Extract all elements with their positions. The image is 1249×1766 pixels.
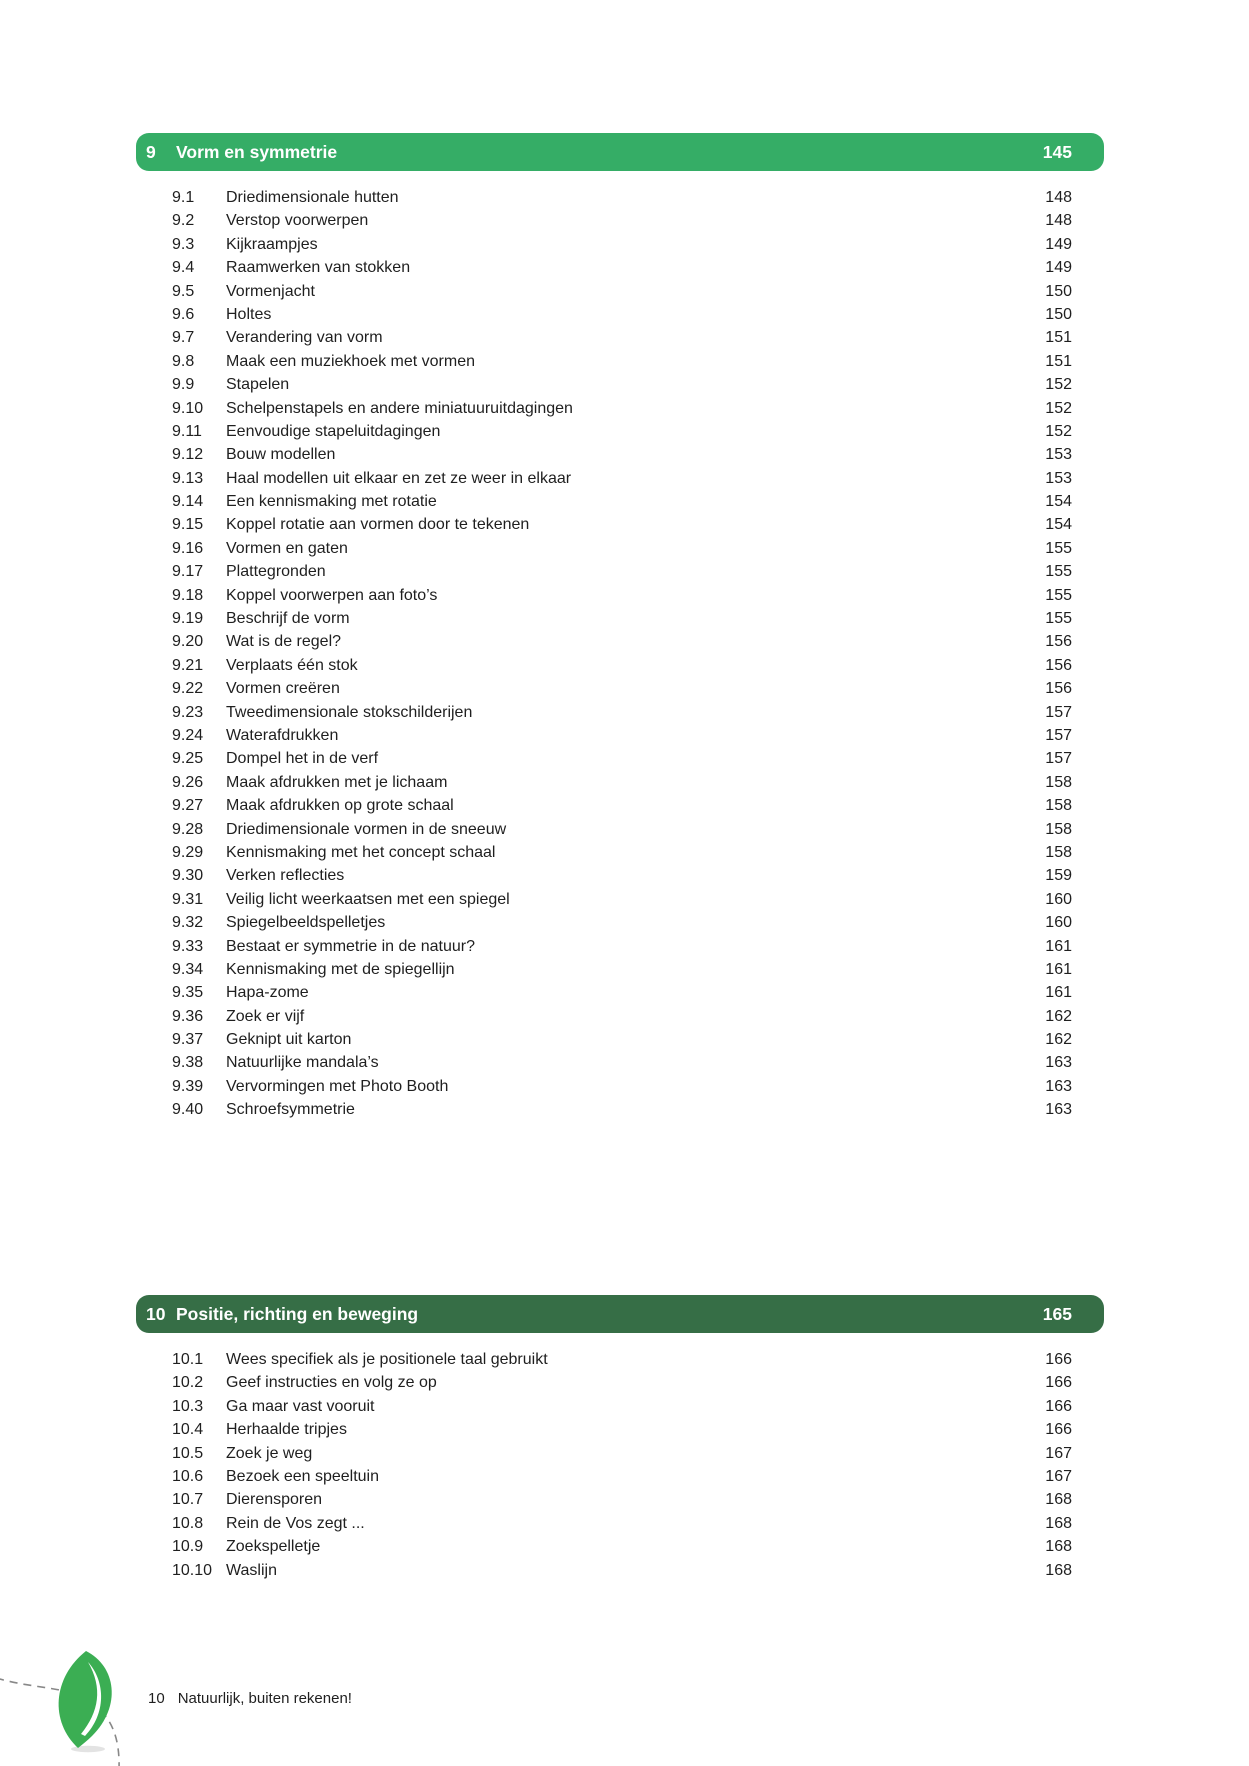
toc-entry-page: 168 xyxy=(1045,1538,1072,1556)
toc-entry-number: 9.5 xyxy=(172,282,195,300)
toc-entry-title: Waterafdrukken xyxy=(226,726,339,744)
toc-entry-row xyxy=(172,771,1072,794)
toc-entry-number: 9.6 xyxy=(172,305,195,323)
toc-entry-row xyxy=(172,280,1072,303)
toc-entry-title: Koppel voorwerpen aan foto’s xyxy=(226,586,438,604)
toc-entry-row xyxy=(172,935,1072,958)
toc-entry-row xyxy=(172,467,1072,490)
toc-entry-row xyxy=(172,794,1072,817)
chapter-page-number: 145 xyxy=(1042,141,1072,162)
toc-entry-title: Rein de Vos zegt ... xyxy=(226,1514,365,1532)
toc-entry-page: 156 xyxy=(1045,633,1072,651)
toc-entry-title: Natuurlijke mandala’s xyxy=(226,1054,379,1072)
toc-entry-page: 157 xyxy=(1045,703,1072,721)
toc-entry-page: 168 xyxy=(1045,1491,1072,1509)
toc-entry-page: 155 xyxy=(1045,586,1072,604)
toc-entry-page: 158 xyxy=(1045,820,1072,838)
toc-entry-row xyxy=(172,1488,1072,1511)
toc-entry-page: 160 xyxy=(1045,914,1072,932)
toc-entry-number: 10.7 xyxy=(172,1491,204,1509)
chapter-number: 10 xyxy=(146,1303,166,1324)
toc-entry-page: 152 xyxy=(1045,399,1072,417)
toc-entry-title: Bezoek een speeltuin xyxy=(226,1467,379,1485)
toc-entry-title: Waslijn xyxy=(226,1561,277,1579)
chapter-title: Vorm en symmetrie xyxy=(176,141,338,162)
toc-entry-title: Een kennismaking met rotatie xyxy=(226,493,437,511)
toc-entry-row xyxy=(172,560,1072,583)
toc-entry-title: Tweedimensionale stokschilderijen xyxy=(226,703,473,721)
toc-entry-row xyxy=(172,303,1072,326)
toc-entry-number: 9.34 xyxy=(172,960,204,978)
toc-entry-number: 9.23 xyxy=(172,703,204,721)
toc-entry-row xyxy=(172,490,1072,513)
toc-entry-title: Koppel rotatie aan vormen door te tekenen xyxy=(226,516,530,534)
toc-entry-number: 10.1 xyxy=(172,1351,204,1368)
toc-entry-number: 10.5 xyxy=(172,1444,204,1462)
toc-entry-row xyxy=(172,911,1072,934)
toc-entry-page: 150 xyxy=(1045,282,1072,300)
toc-entry-title: Schroefsymmetrie xyxy=(226,1101,355,1119)
toc-entry-title: Wat is de regel? xyxy=(226,633,342,651)
toc-entry-title: Zoekspelletje xyxy=(226,1538,321,1556)
toc-entry-page: 168 xyxy=(1045,1561,1072,1579)
toc-entry-title: Vormenjacht xyxy=(226,282,315,300)
toc-entry-title: Geef instructies en volg ze op xyxy=(226,1374,437,1392)
toc-entry-row xyxy=(172,1535,1072,1558)
toc-entry-title: Kijkraampjes xyxy=(226,235,318,253)
toc-entry-number: 10.9 xyxy=(172,1538,204,1556)
toc-entry-title: Driedimensionale hutten xyxy=(226,189,399,206)
toc-entry-title: Raamwerken van stokken xyxy=(226,259,411,277)
toc-entry-number: 9.31 xyxy=(172,890,204,908)
toc-entry-title: Stapelen xyxy=(226,376,290,394)
toc-entry-number: 9.28 xyxy=(172,820,204,838)
toc-entry-page: 161 xyxy=(1045,984,1072,1002)
toc-entry-number: 10.6 xyxy=(172,1467,204,1485)
toc-entry-row xyxy=(172,630,1072,653)
toc-entry-row xyxy=(172,1512,1072,1535)
toc-entry-row xyxy=(172,513,1072,536)
toc-entry-number: 9.21 xyxy=(172,656,204,674)
toc-entry-title: Maak een muziekhoek met vormen xyxy=(226,352,475,370)
toc-entry-title: Driedimensionale vormen in de sneeuw xyxy=(226,820,507,838)
toc-entry-number: 10.3 xyxy=(172,1397,204,1415)
toc-entry-number: 9.3 xyxy=(172,235,195,253)
toc-entry-page: 155 xyxy=(1045,610,1072,628)
toc-entry-title: Herhaalde tripjes xyxy=(226,1421,347,1439)
toc-entry-title: Dierensporen xyxy=(226,1491,323,1509)
toc-entry-page: 151 xyxy=(1045,329,1072,347)
toc-entry-row xyxy=(172,654,1072,677)
toc-entry-row xyxy=(172,1371,1072,1394)
toc-entry-title: Beschrijf de vorm xyxy=(226,610,350,628)
toc-entry-page: 168 xyxy=(1045,1514,1072,1532)
toc-entry-row xyxy=(172,1098,1072,1121)
toc-entry-title: Kennismaking met het concept schaal xyxy=(226,843,496,861)
toc-entry-title: Plattegronden xyxy=(226,563,326,581)
toc-entry-page: 150 xyxy=(1045,305,1072,323)
chapter-page-number: 165 xyxy=(1042,1303,1072,1324)
toc-entry-number: 9.22 xyxy=(172,680,204,698)
toc-entry-number: 9.25 xyxy=(172,750,204,768)
toc-entry-row xyxy=(172,981,1072,1004)
toc-entry-row xyxy=(172,1051,1072,1074)
toc-entry-title: Geknipt uit karton xyxy=(226,1031,352,1049)
chapter-header-bar xyxy=(136,133,1104,171)
toc-entry-page: 151 xyxy=(1045,352,1072,370)
toc-entry-number: 9.40 xyxy=(172,1101,204,1119)
page-footer xyxy=(148,1690,352,1707)
toc-entry-number: 9.9 xyxy=(172,376,195,394)
toc-entry-number: 9.30 xyxy=(172,867,204,885)
toc-entry-number: 9.19 xyxy=(172,610,204,628)
toc-entry-row xyxy=(172,888,1072,911)
toc-entry-row xyxy=(172,537,1072,560)
toc-entry-title: Ga maar vast vooruit xyxy=(226,1397,375,1415)
toc-entry-row xyxy=(172,443,1072,466)
toc-entry-row xyxy=(172,1028,1072,1051)
toc-entry-page: 155 xyxy=(1045,563,1072,581)
toc-entry-title: Zoek er vijf xyxy=(226,1007,305,1025)
toc-entry-number: 9.10 xyxy=(172,399,204,417)
toc-entry-number: 9.4 xyxy=(172,259,195,277)
toc-entry-page: 163 xyxy=(1045,1101,1072,1119)
toc-entry-page: 162 xyxy=(1045,1007,1072,1025)
toc-entry-row xyxy=(172,584,1072,607)
toc-entry-page: 157 xyxy=(1045,726,1072,744)
toc-entry-row xyxy=(172,864,1072,887)
toc-entry-page: 160 xyxy=(1045,890,1072,908)
toc-entry-title: Eenvoudige stapeluitdagingen xyxy=(226,422,441,440)
toc-entry-title: Maak afdrukken op grote schaal xyxy=(226,797,454,815)
toc-entry-row xyxy=(172,1442,1072,1465)
toc-entry-page: 152 xyxy=(1045,422,1072,440)
toc-entry-page: 156 xyxy=(1045,680,1072,698)
toc-entry-title: Spiegelbeeldspelletjes xyxy=(226,914,386,932)
leaf-logo-icon xyxy=(46,1644,130,1756)
toc-entry-page: 149 xyxy=(1045,235,1072,253)
toc-entry-number: 9.2 xyxy=(172,212,195,230)
toc-entry-number: 9.12 xyxy=(172,446,204,464)
toc-entry-title: Vervormingen met Photo Booth xyxy=(226,1077,449,1095)
toc-entry-title: Dompel het in de verf xyxy=(226,750,379,768)
toc-entry-number: 9.29 xyxy=(172,843,204,861)
toc-entry-page: 166 xyxy=(1045,1421,1072,1439)
toc-entry-number: 10.4 xyxy=(172,1421,204,1439)
chapter-number: 9 xyxy=(146,141,156,162)
toc-entry-row xyxy=(172,1075,1072,1098)
toc-entry-number: 9.35 xyxy=(172,984,204,1002)
footer-book-title: Natuurlijk, buiten rekenen! xyxy=(177,1690,352,1707)
toc-entry-row xyxy=(172,1348,1072,1371)
toc-entry-row xyxy=(172,841,1072,864)
toc-entry-number: 10.2 xyxy=(172,1374,204,1392)
footer-page-number: 10 xyxy=(148,1690,165,1707)
toc-entry-row xyxy=(172,397,1072,420)
toc-entry-title: Hapa-zome xyxy=(226,984,309,1002)
toc-entry-number: 9.13 xyxy=(172,469,204,487)
toc-entry-title: Verken reflecties xyxy=(226,867,345,885)
toc-entry-page: 167 xyxy=(1045,1444,1072,1462)
chapter-item-list xyxy=(172,186,1072,1122)
toc-entry-title: Vormen en gaten xyxy=(226,539,348,557)
chapter-header-bar xyxy=(136,1295,1104,1333)
toc-entry-page: 158 xyxy=(1045,773,1072,791)
toc-entry-page: 158 xyxy=(1045,797,1072,815)
toc-entry-page: 163 xyxy=(1045,1077,1072,1095)
toc-entry-page: 149 xyxy=(1045,259,1072,277)
toc-entry-page: 161 xyxy=(1045,960,1072,978)
toc-entry-number: 9.32 xyxy=(172,914,204,932)
toc-entry-page: 155 xyxy=(1045,539,1072,557)
toc-entry-number: 9.1 xyxy=(172,189,195,206)
toc-entry-number: 9.37 xyxy=(172,1031,204,1049)
toc-entry-row xyxy=(172,1559,1072,1582)
toc-entry-number: 9.24 xyxy=(172,726,204,744)
toc-entry-number: 10.10 xyxy=(172,1561,213,1579)
toc-entry-number: 9.7 xyxy=(172,329,195,347)
toc-entry-title: Wees specifiek als je positionele taal gebruikt xyxy=(226,1351,548,1368)
toc-entry-page: 153 xyxy=(1045,469,1072,487)
toc-entry-page: 158 xyxy=(1045,843,1072,861)
toc-entry-title: Verstop voorwerpen xyxy=(226,212,369,230)
toc-entry-row xyxy=(172,818,1072,841)
toc-entry-page: 154 xyxy=(1045,516,1072,534)
toc-entry-number: 9.18 xyxy=(172,586,204,604)
toc-entry-page: 154 xyxy=(1045,493,1072,511)
toc-entry-page: 152 xyxy=(1045,376,1072,394)
toc-entry-title: Maak afdrukken met je lichaam xyxy=(226,773,448,791)
toc-entry-row xyxy=(172,701,1072,724)
toc-entry-number: 9.8 xyxy=(172,352,195,370)
toc-entry-page: 148 xyxy=(1045,212,1072,230)
toc-entry-number: 9.27 xyxy=(172,797,204,815)
toc-entry-title: Holtes xyxy=(226,305,272,323)
toc-entry-number: 9.26 xyxy=(172,773,204,791)
chapter-title: Positie, richting en beweging xyxy=(176,1303,419,1324)
toc-entry-number: 10.8 xyxy=(172,1514,204,1532)
toc-entry-number: 9.14 xyxy=(172,493,204,511)
toc-entry-row xyxy=(172,420,1072,443)
toc-entry-row xyxy=(172,958,1072,981)
toc-entry-row xyxy=(172,724,1072,747)
toc-entry-number: 9.11 xyxy=(172,422,202,440)
toc-entry-title: Bestaat er symmetrie in de natuur? xyxy=(226,937,476,955)
toc-entry-row xyxy=(172,1465,1072,1488)
toc-entry-row xyxy=(172,1418,1072,1441)
toc-entry-page: 166 xyxy=(1045,1397,1072,1415)
toc-entry-row xyxy=(172,186,1072,209)
toc-entry-page: 167 xyxy=(1045,1467,1072,1485)
toc-entry-title: Veilig licht weerkaatsen met een spiegel xyxy=(226,890,510,908)
toc-entry-row xyxy=(172,209,1072,232)
toc-entry-title: Verplaats één stok xyxy=(226,656,358,674)
toc-entry-row xyxy=(172,1395,1072,1418)
toc-entry-page: 161 xyxy=(1045,937,1072,955)
toc-entry-number: 9.33 xyxy=(172,937,204,955)
toc-entry-number: 9.16 xyxy=(172,539,204,557)
toc-entry-title: Vormen creëren xyxy=(226,680,340,698)
toc-entry-title: Verandering van vorm xyxy=(226,329,383,347)
toc-entry-title: Haal modellen uit elkaar en zet ze weer in elkaar xyxy=(226,469,572,487)
toc-entry-page: 166 xyxy=(1045,1374,1072,1392)
chapter-item-list xyxy=(172,1348,1072,1582)
toc-entry-page: 166 xyxy=(1045,1351,1072,1368)
toc-entry-row xyxy=(172,326,1072,349)
toc-entry-number: 9.15 xyxy=(172,516,204,534)
toc-entry-number: 9.39 xyxy=(172,1077,204,1095)
toc-entry-title: Bouw modellen xyxy=(226,446,336,464)
toc-entry-row xyxy=(172,350,1072,373)
toc-entry-page: 159 xyxy=(1045,867,1072,885)
toc-entry-row xyxy=(172,256,1072,279)
toc-entry-number: 9.36 xyxy=(172,1007,204,1025)
toc-entry-title: Kennismaking met de spiegellijn xyxy=(226,960,455,978)
toc-entry-page: 163 xyxy=(1045,1054,1072,1072)
toc-entry-number: 9.38 xyxy=(172,1054,204,1072)
toc-entry-title: Schelpenstapels en andere miniatuuruitdagingen xyxy=(226,399,573,417)
toc-entry-number: 9.17 xyxy=(172,563,204,581)
toc-entry-title: Zoek je weg xyxy=(226,1444,313,1462)
toc-entry-row xyxy=(172,607,1072,630)
toc-entry-row xyxy=(172,747,1072,770)
toc-entry-page: 156 xyxy=(1045,656,1072,674)
toc-entry-number: 9.20 xyxy=(172,633,204,651)
toc-entry-row xyxy=(172,677,1072,700)
toc-entry-row xyxy=(172,233,1072,256)
toc-entry-page: 157 xyxy=(1045,750,1072,768)
toc-entry-page: 148 xyxy=(1045,189,1072,206)
toc-entry-page: 162 xyxy=(1045,1031,1072,1049)
toc-entry-row xyxy=(172,1005,1072,1028)
toc-entry-row xyxy=(172,373,1072,396)
toc-entry-page: 153 xyxy=(1045,446,1072,464)
